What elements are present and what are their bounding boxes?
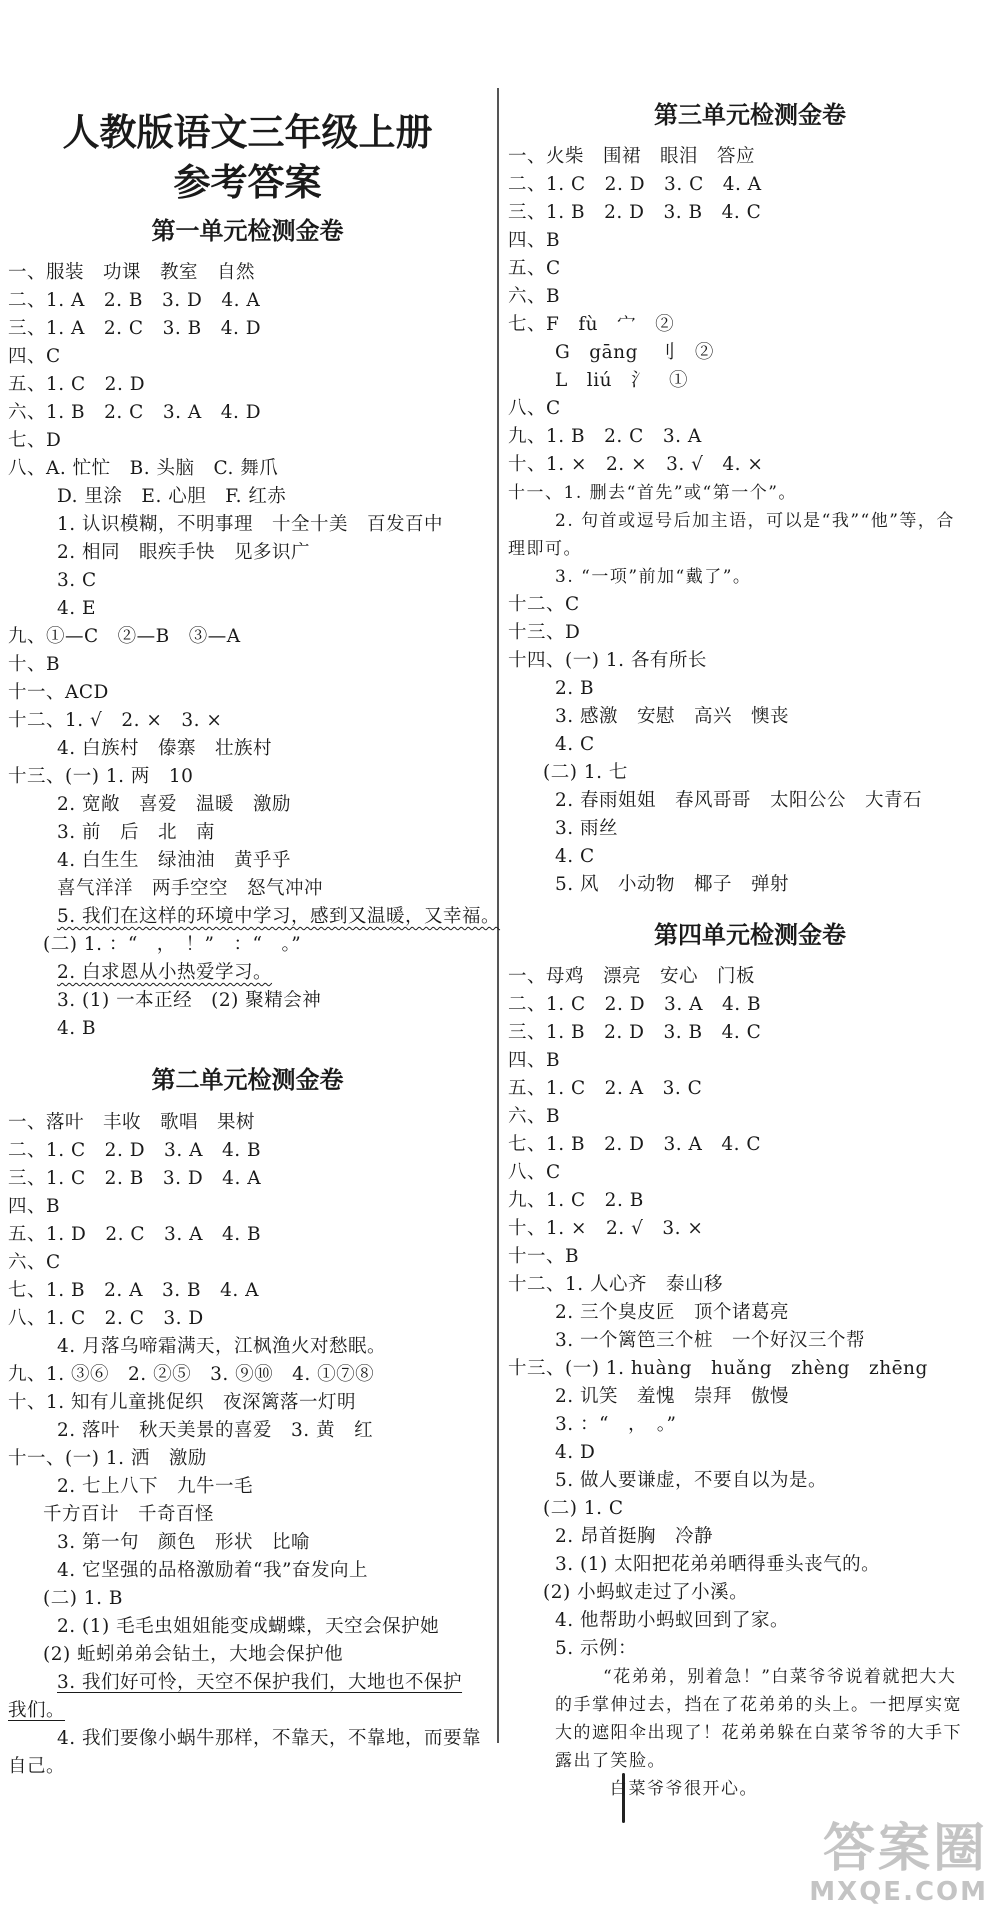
unit3-line: 3. 感激 安慰 高兴 懊丧 (555, 706, 790, 727)
unit4-line: 2. 昂首挺胸 冷静 (555, 1526, 714, 1547)
unit2-line: (二) 1. B (43, 1588, 123, 1609)
unit1-line: 五、1. C 2. D (8, 374, 146, 395)
unit2-line: 九、1. ③⑥ 2. ②⑤ 3. ⑨⑩ 4. ①⑦⑧ (8, 1364, 375, 1385)
unit1-line: D. 里涂 E. 心胆 F. 红赤 (57, 486, 287, 507)
unit1-line: (二) 1. ：“ ， ！” ：“ 。” (43, 934, 302, 955)
unit4-line: “花弟弟，别着急！”白菜爷爷说着就把大大 (603, 1667, 957, 1687)
watermark-logo: 答案圈 (822, 1819, 988, 1879)
watermark-site: MXQE.COM (809, 1877, 988, 1907)
unit1-line: 2. 宽敞 喜爱 温暖 激励 (57, 794, 292, 815)
unit1-line: 2. 相同 眼疾手快 见多识广 (57, 542, 311, 563)
unit1-line: 2. 白求恩从小热爱学习。 (57, 962, 273, 983)
unit1-line: 九、①—C ②—B ③—A (8, 626, 241, 647)
unit3-line: 八、C (508, 398, 561, 419)
unit1-line: 十、B (8, 654, 61, 675)
unit1-line: 十二、1. √ 2. × 3. × (8, 710, 223, 731)
doc-subtitle: 参考答案 (173, 160, 322, 204)
unit3-line: 四、B (508, 230, 561, 251)
unit2-line: 千方百计 千奇百怪 (43, 1504, 215, 1525)
unit3-line: 十二、C (508, 594, 580, 615)
unit4-line: (2) 小蚂蚁走过了小溪。 (543, 1582, 749, 1603)
unit2-line: 4. 它坚强的品格激励着“我”奋发向上 (57, 1560, 368, 1581)
unit3-line: 五、C (508, 258, 561, 279)
unit1-line: 4. E (57, 598, 97, 619)
unit4-line: 4. D (555, 1442, 596, 1463)
unit4-line: 大的遮阳伞出现了！花弟弟躲在白菜爷爷的大手下 (555, 1723, 962, 1743)
unit3-line: 理即可。 (508, 539, 582, 559)
unit2-line: 二、1. C 2. D 3. A 4. B (8, 1140, 262, 1161)
unit4-line: 二、1. C 2. D 3. A 4. B (508, 994, 762, 1015)
unit2-line: 三、1. C 2. B 3. D 4. A (8, 1168, 262, 1189)
unit3-line: G gāng 刂 ② (555, 342, 714, 363)
unit2-line: 十一、(一) 1. 洒 激励 (8, 1448, 207, 1469)
unit4-line: 白菜爷爷很开心。 (610, 1779, 758, 1799)
unit3-line: 十四、(一) 1. 各有所长 (508, 650, 707, 671)
unit1-line: 一、服装 功课 教室 自然 (8, 262, 256, 283)
unit1-line: 十一、ACD (8, 682, 109, 703)
unit4-line: 5. 示例： (555, 1638, 638, 1659)
unit3-line: 六、B (508, 286, 561, 307)
unit1-line: 5. 我们在这样的环境中学习，感到又温暖，又幸福。 (57, 906, 501, 927)
unit3-line: 七、F fù 宀 ② (508, 314, 675, 335)
unit3-line: 2. 春雨姐姐 春风哥哥 太阳公公 大青石 (555, 790, 923, 811)
watermark (809, 1821, 988, 1907)
unit2-line: 我们。 (8, 1700, 66, 1721)
unit4-line: 七、1. B 2. D 3. A 4. C (508, 1134, 762, 1155)
unit1-line: 1. 认识模糊，不明事理 十全十美 百发百中 (57, 514, 444, 535)
unit2-line: 六、C (8, 1252, 61, 1273)
unit1-line: 二、1. A 2. B 3. D 4. A (8, 290, 261, 311)
unit1-line: 三、1. A 2. C 3. B 4. D (8, 318, 262, 339)
unit2-heading: 第二单元检测金卷 (151, 1065, 344, 1094)
unit2-line: 2. (1) 毛毛虫姐姐能变成蝴蝶，天空会保护她 (57, 1616, 440, 1637)
unit4-line: 2. 三个臭皮匠 顶个诸葛亮 (555, 1302, 790, 1323)
unit1-line: 4. 白生生 绿油油 黄乎乎 (57, 850, 292, 871)
unit4-line: 九、1. C 2. B (508, 1190, 644, 1211)
unit3-line: 一、火柴 围裙 眼泪 答应 (508, 146, 756, 167)
unit4-line: 4. 他帮助小蚂蚁回到了家。 (555, 1610, 790, 1631)
unit2-line: 四、B (8, 1196, 61, 1217)
unit4-line: 十一、B (508, 1246, 580, 1267)
unit3-line: 二、1. C 2. D 3. C 4. A (508, 174, 762, 195)
unit2-line: 4. 我们要像小蜗牛那样，不靠天，不靠地，而要靠 (57, 1728, 482, 1749)
unit2-line: 八、1. C 2. C 3. D (8, 1308, 204, 1329)
unit4-line: 十二、1. 人心齐 泰山移 (508, 1274, 724, 1295)
unit3-line: 3. “一项”前加“戴了”。 (555, 567, 752, 587)
unit2-line: 4. 月落乌啼霜满天，江枫渔火对愁眠。 (57, 1336, 387, 1357)
unit4-line: 的手掌伸过去，挡在了花弟弟的头上。一把厚实宽 (555, 1695, 962, 1715)
unit3-line: 十三、D (508, 622, 581, 643)
unit3-line: 4. C (555, 846, 595, 867)
unit1-line: 3. C (57, 570, 97, 591)
unit1-line: 4. 白族村 傣寨 壮族村 (57, 738, 273, 759)
unit1-line: 八、A. 忙忙 B. 头脑 C. 舞爪 (8, 458, 279, 479)
unit3-line: 2. 句首或逗号后加主语，可以是“我”“他”等，合 (555, 511, 955, 531)
unit2-line: 2. 落叶 秋天美景的喜爱 3. 黄 红 (57, 1420, 374, 1441)
unit1-heading: 第一单元检测金卷 (151, 216, 344, 245)
unit2-line: 自己。 (8, 1756, 66, 1777)
unit2-line: 五、1. D 2. C 3. A 4. B (8, 1224, 262, 1245)
unit2-line: 3. 第一句 颜色 形状 比喻 (57, 1532, 311, 1553)
unit3-line: (二) 1. 七 (543, 762, 628, 783)
unit1-line: 七、D (8, 430, 62, 451)
unit2-line: (2) 蚯蚓弟弟会钻土，大地会保护他 (43, 1644, 344, 1665)
unit2-line: 3. 我们好可怜，天空不保护我们，大地也不保护 (57, 1672, 463, 1693)
unit4-line: 四、B (508, 1050, 561, 1071)
unit3-heading: 第三单元检测金卷 (654, 100, 846, 129)
unit1-line: 3. (1) 一本正经 (2) 聚精会神 (57, 990, 322, 1011)
unit3-line: 十、1. × 2. × 3. √ 4. × (508, 454, 764, 475)
unit4-line: 5. 做人要谦虚，不要自以为是。 (555, 1470, 828, 1491)
unit2-line: 七、1. B 2. A 3. B 4. A (8, 1280, 260, 1301)
unit3-line: 九、1. B 2. C 3. A (508, 426, 702, 447)
unit4-line: 八、C (508, 1162, 561, 1183)
unit4-line: 十三、(一) 1. huàng huǎng zhèng zhēng (508, 1358, 928, 1379)
unit1-line: 4. B (57, 1018, 97, 1039)
unit4-line: 十、1. × 2. √ 3. × (508, 1218, 704, 1239)
unit3-line: 5. 风 小动物 椰子 弹射 (555, 874, 790, 895)
unit4-line: (二) 1. C (543, 1498, 624, 1519)
unit2-line: 2. 七上八下 九牛一毛 (57, 1476, 254, 1497)
unit4-heading: 第四单元检测金卷 (654, 920, 846, 949)
unit1-line: 四、C (8, 346, 61, 367)
unit1-line: 十三、(一) 1. 两 10 (8, 766, 194, 787)
unit4-line: 3. 一个篱笆三个桩 一个好汉三个帮 (555, 1330, 866, 1351)
unit4-line: 六、B (508, 1106, 561, 1127)
unit3-line: 十一、1. 删去“首先”或“第一个”。 (508, 483, 797, 503)
unit4-line: 3. ：“ ， 。” (555, 1414, 677, 1435)
unit2-line: 十、1. 知有儿童挑促织 夜深篱落一灯明 (8, 1392, 357, 1413)
unit1-line: 3. 前 后 北 南 (57, 822, 216, 843)
unit3-line: 4. C (555, 734, 595, 755)
unit4-line: 五、1. C 2. A 3. C (508, 1078, 703, 1099)
unit3-line: 2. B (555, 678, 595, 699)
unit1-line: 六、1. B 2. C 3. A 4. D (8, 402, 262, 423)
unit4-line: 露出了笑脸。 (555, 1751, 666, 1771)
unit2-line: 一、落叶 丰收 歌唱 果树 (8, 1112, 256, 1133)
unit4-line: 一、母鸡 漂亮 安心 门板 (508, 966, 756, 987)
doc-title: 人教版语文三年级上册 (62, 110, 433, 154)
unit4-line: 三、1. B 2. D 3. B 4. C (508, 1022, 762, 1043)
unit1-line: 喜气洋洋 两手空空 怒气冲冲 (57, 878, 324, 899)
unit4-line: 3. (1) 太阳把花弟弟晒得垂头丧气的。 (555, 1554, 881, 1575)
unit3-line: 3. 雨丝 (555, 818, 619, 839)
unit3-line: L liú 氵 ① (555, 370, 689, 391)
unit3-line: 三、1. B 2. D 3. B 4. C (508, 202, 762, 223)
unit4-line: 2. 讥笑 羞愧 崇拜 傲慢 (555, 1386, 790, 1407)
